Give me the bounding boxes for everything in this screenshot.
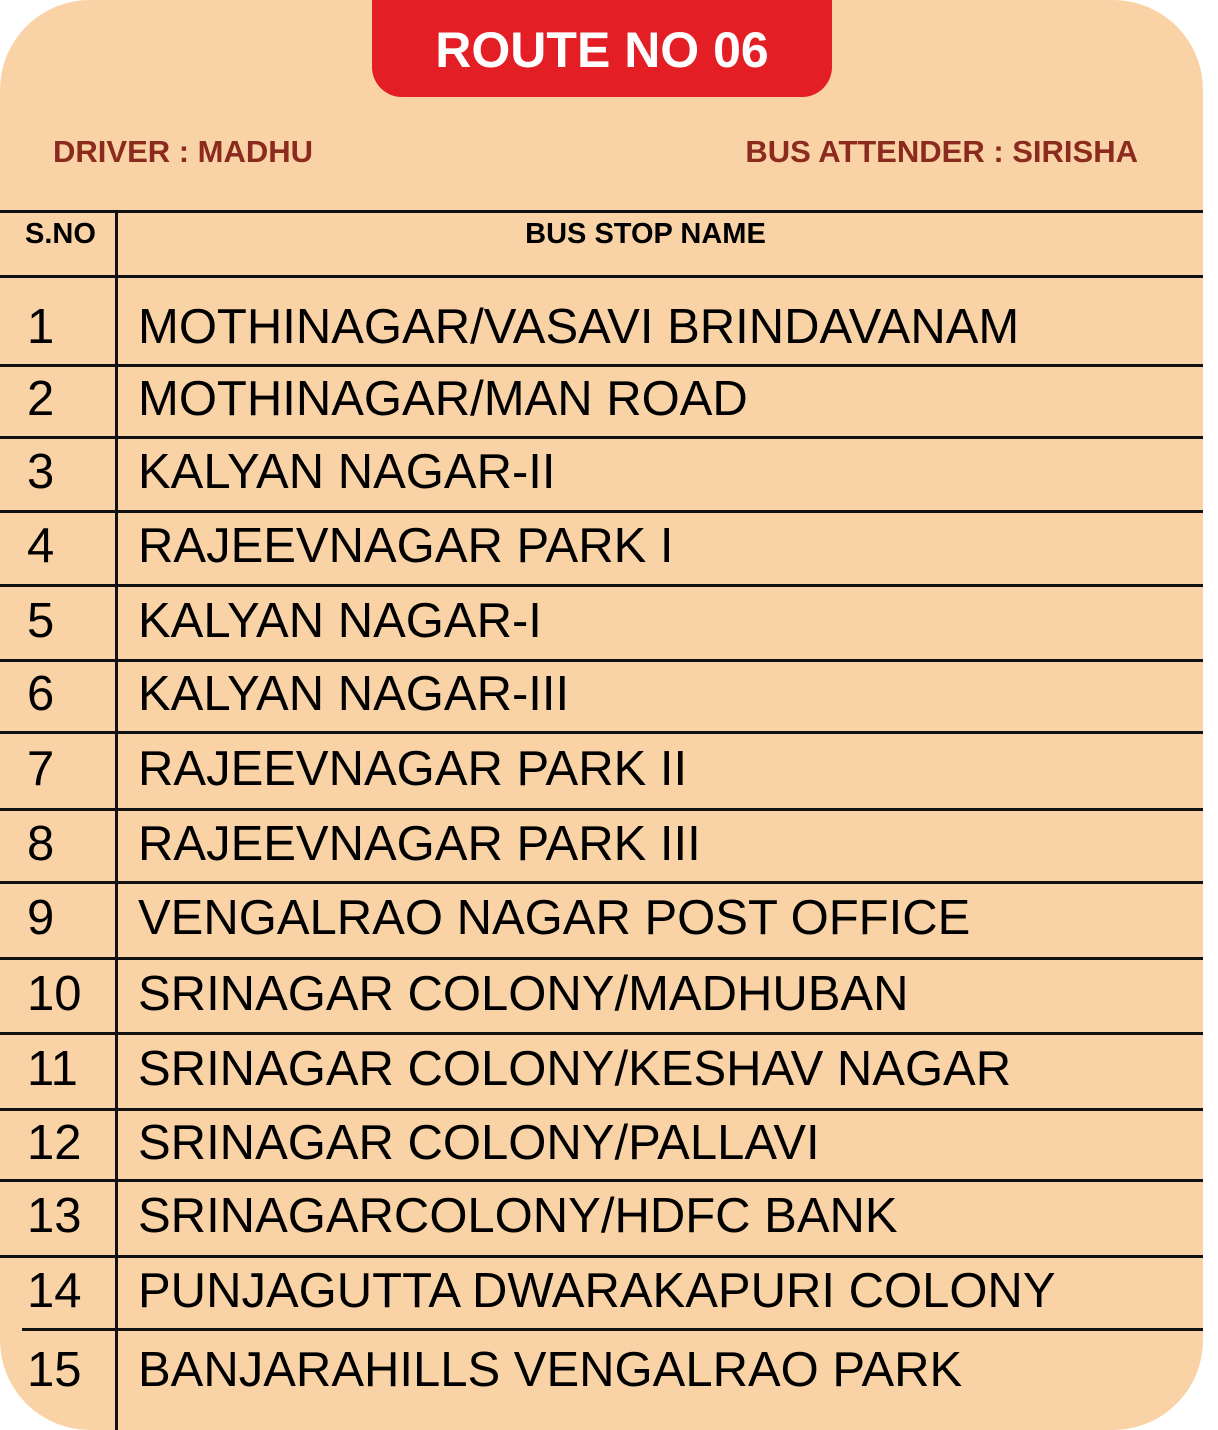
- stop-name: RAJEEVNAGAR PARK III: [138, 816, 701, 871]
- stop-name: KALYAN NAGAR-II: [138, 445, 556, 499]
- row-divider: [0, 584, 1203, 587]
- column-divider: [115, 211, 118, 1430]
- row-divider: [0, 731, 1203, 734]
- stop-name: SRINAGAR COLONY/PALLAVI: [138, 1115, 820, 1170]
- row-divider: [0, 510, 1203, 513]
- stop-number: 4: [27, 519, 55, 573]
- stop-number: 2: [27, 372, 55, 426]
- row-divider: [0, 881, 1203, 884]
- stop-name: SRINAGARCOLONY/HDFC BANK: [138, 1189, 898, 1243]
- stop-name: RAJEEVNAGAR PARK II: [138, 741, 688, 796]
- row-divider: [0, 275, 1203, 278]
- row-divider: [0, 957, 1203, 960]
- stop-name: KALYAN NAGAR-I: [138, 593, 542, 648]
- stop-number: 15: [27, 1343, 82, 1397]
- stop-number: 9: [27, 891, 55, 945]
- stop-name: BANJARAHILLS VENGALRAO PARK: [138, 1343, 963, 1397]
- attender-label: BUS ATTENDER : SIRISHA: [745, 134, 1138, 169]
- stop-number: 6: [27, 667, 55, 721]
- stop-name: SRINAGAR COLONY/KESHAV NAGAR: [138, 1042, 1012, 1096]
- stop-number: 12: [27, 1115, 82, 1170]
- stop-number: 5: [27, 593, 55, 648]
- header-bus-stop-name: BUS STOP NAME: [525, 218, 766, 250]
- row-divider: [0, 659, 1203, 662]
- stop-number: 10: [27, 966, 82, 1021]
- stop-number: 7: [27, 741, 55, 796]
- stop-name: SRINAGAR COLONY/MADHUBAN: [138, 966, 909, 1021]
- stop-name: MOTHINAGAR/MAN ROAD: [138, 372, 748, 426]
- row-divider: [0, 1108, 1203, 1111]
- table-top-divider: [0, 210, 1203, 213]
- stop-name: MOTHINAGAR/VASAVI BRINDAVANAM: [138, 300, 1020, 354]
- stop-name: VENGALRAO NAGAR POST OFFICE: [138, 891, 971, 945]
- route-title: ROUTE NO 06: [372, 0, 832, 97]
- driver-label: DRIVER : MADHU: [53, 134, 314, 169]
- row-divider: [0, 1179, 1203, 1182]
- header-sno: S.NO: [25, 218, 96, 250]
- stop-number: 11: [27, 1042, 78, 1096]
- row-divider: [22, 1328, 1203, 1331]
- stop-name: PUNJAGUTTA DWARAKAPURI COLONY: [138, 1263, 1056, 1318]
- stop-number: 8: [27, 816, 55, 871]
- stop-name: RAJEEVNAGAR PARK I: [138, 519, 674, 573]
- row-divider: [0, 1255, 1203, 1258]
- row-divider: [0, 1032, 1203, 1035]
- row-divider: [0, 808, 1203, 811]
- stop-number: 3: [27, 445, 55, 499]
- stop-number: 14: [27, 1263, 82, 1318]
- row-divider: [0, 436, 1203, 439]
- stop-name: KALYAN NAGAR-III: [138, 667, 570, 721]
- stop-number: 1: [27, 300, 55, 354]
- stop-number: 13: [27, 1189, 82, 1243]
- row-divider: [0, 364, 1203, 367]
